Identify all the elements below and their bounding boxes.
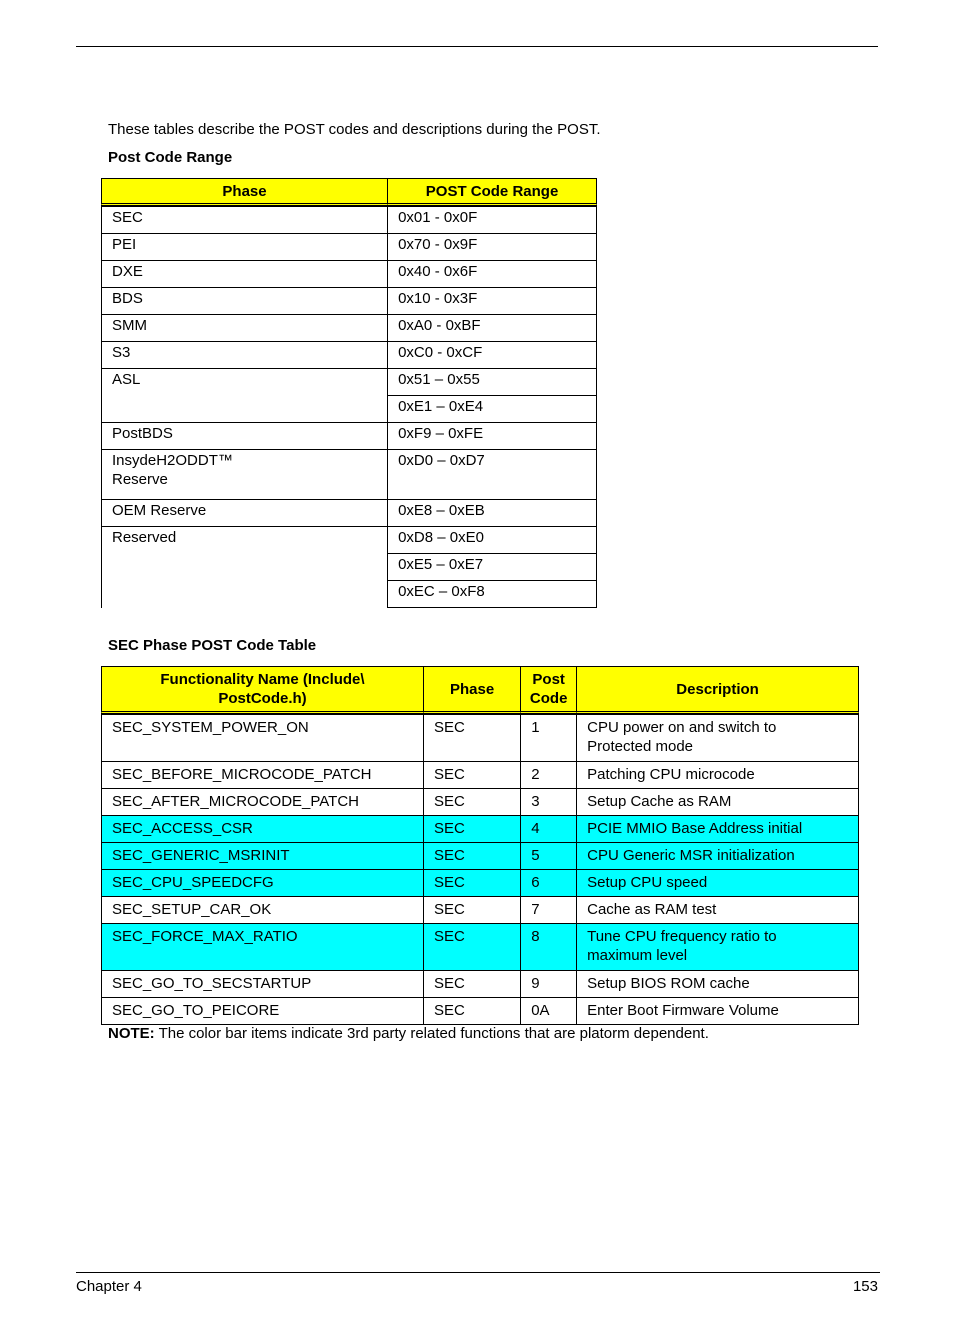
phase-cell: SEC xyxy=(423,997,520,1025)
description-cell: PCIE MMIO Base Address initial xyxy=(576,815,859,842)
table-row-highlighted xyxy=(101,869,859,896)
note-label: NOTE: xyxy=(108,1025,155,1042)
name-cell: SEC_AFTER_MICROCODE_PATCH xyxy=(101,788,423,815)
header-line: Functionality Name (Include\ xyxy=(160,671,365,688)
range-cell: 0xEC – 0xF8 xyxy=(387,580,597,608)
table-row xyxy=(101,368,597,395)
table-row xyxy=(101,896,859,923)
description-cell: Setup CPU speed xyxy=(576,869,859,896)
table-row xyxy=(101,422,597,449)
column-header-phase: Phase xyxy=(423,666,520,714)
note-text: The color bar items indicate 3rd party related functions that are platorm dependent. xyxy=(154,1025,709,1042)
phase-line: InsydeH2ODDT™ xyxy=(112,452,233,469)
code-cell: 7 xyxy=(520,896,576,923)
phase-cell: OEM Reserve xyxy=(101,499,387,526)
phase-cell: SEC xyxy=(423,761,520,788)
sec-table-heading: SEC Phase POST Code Table xyxy=(108,637,317,654)
description-cell xyxy=(576,923,859,970)
phase-cell: BDS xyxy=(101,287,387,314)
phase-cell: SEC xyxy=(423,970,520,997)
name-cell: SEC_GO_TO_SECSTARTUP xyxy=(101,970,423,997)
phase-line: Reserve xyxy=(112,471,168,488)
phase-cell: PostBDS xyxy=(101,422,387,449)
header-line: PostCode.h) xyxy=(218,690,307,707)
phase-cell: SMM xyxy=(101,314,387,341)
phase-cell: Reserved xyxy=(101,526,387,608)
column-header-range: POST Code Range xyxy=(387,178,597,206)
column-header-code xyxy=(520,666,576,714)
range-table-heading: Post Code Range xyxy=(108,149,233,166)
code-cell: 3 xyxy=(520,788,576,815)
name-cell: SEC_BEFORE_MICROCODE_PATCH xyxy=(101,761,423,788)
range-cell: 0xE8 – 0xEB xyxy=(387,499,597,526)
name-cell: SEC_ACCESS_CSR xyxy=(101,815,423,842)
phase-cell: S3 xyxy=(101,341,387,368)
table-row xyxy=(101,260,597,287)
description-line: CPU power on and switch to xyxy=(587,719,777,736)
table-row xyxy=(101,206,597,233)
header-rule xyxy=(76,46,878,47)
table-row-highlighted xyxy=(101,842,859,869)
column-header-phase: Phase xyxy=(101,178,387,206)
description-cell: CPU Generic MSR initialization xyxy=(576,842,859,869)
description-line: maximum level xyxy=(587,947,688,964)
phase-cell: SEC xyxy=(423,788,520,815)
footer-chapter: Chapter 4 xyxy=(76,1278,142,1295)
intro-text: These tables describe the POST codes and descriptions during the POST. xyxy=(108,121,601,138)
table-row xyxy=(101,449,597,499)
code-cell: 6 xyxy=(520,869,576,896)
column-header-description: Description xyxy=(576,666,859,714)
name-cell: SEC_SYSTEM_POWER_ON xyxy=(101,714,423,761)
phase-cell: ASL xyxy=(101,368,387,422)
code-cell: 1 xyxy=(520,714,576,761)
header-line: Post xyxy=(532,671,565,688)
description-line: Protected mode xyxy=(587,738,694,755)
description-cell: Patching CPU microcode xyxy=(576,761,859,788)
phase-cell: SEC xyxy=(423,714,520,761)
description-cell: Setup BIOS ROM cache xyxy=(576,970,859,997)
phase-cell: SEC xyxy=(423,869,520,896)
note xyxy=(108,1025,709,1042)
table-row xyxy=(101,788,859,815)
range-cell: 0x01 - 0x0F xyxy=(387,206,597,233)
range-cell: 0x51 – 0x55 xyxy=(387,368,597,395)
table-row xyxy=(101,314,597,341)
table-row xyxy=(101,761,859,788)
range-cell: 0x40 - 0x6F xyxy=(387,260,597,287)
code-cell: 8 xyxy=(520,923,576,970)
footer-rule xyxy=(76,1272,880,1273)
sec-post-code-table xyxy=(101,666,859,1025)
code-cell: 0A xyxy=(520,997,576,1025)
table-row-highlighted xyxy=(101,923,859,970)
phase-cell: PEI xyxy=(101,233,387,260)
description-cell: Setup Cache as RAM xyxy=(576,788,859,815)
table-row xyxy=(101,714,859,761)
table-row-highlighted xyxy=(101,815,859,842)
description-cell xyxy=(576,714,859,761)
description-line: Tune CPU frequency ratio to xyxy=(587,928,777,945)
range-cell: 0xE1 – 0xE4 xyxy=(387,395,597,422)
phase-cell: SEC xyxy=(423,842,520,869)
table-row xyxy=(101,233,597,260)
name-cell: SEC_FORCE_MAX_RATIO xyxy=(101,923,423,970)
code-cell: 9 xyxy=(520,970,576,997)
column-header-name xyxy=(101,666,423,714)
table-row xyxy=(101,526,597,553)
table-row xyxy=(101,341,597,368)
table-row xyxy=(101,287,597,314)
name-cell: SEC_SETUP_CAR_OK xyxy=(101,896,423,923)
post-code-range-table xyxy=(101,178,597,608)
name-cell: SEC_GO_TO_PEICORE xyxy=(101,997,423,1025)
description-cell: Cache as RAM test xyxy=(576,896,859,923)
phase-cell: SEC xyxy=(423,815,520,842)
range-cell: 0x10 - 0x3F xyxy=(387,287,597,314)
page-number: 153 xyxy=(852,1278,878,1295)
description-cell: Enter Boot Firmware Volume xyxy=(576,997,859,1025)
range-cell: 0xD8 – 0xE0 xyxy=(387,526,597,553)
phase-cell: SEC xyxy=(101,206,387,233)
range-cell: 0xE5 – 0xE7 xyxy=(387,553,597,580)
name-cell: SEC_GENERIC_MSRINIT xyxy=(101,842,423,869)
range-cell: 0xD0 – 0xD7 xyxy=(387,449,597,499)
phase-cell: SEC xyxy=(423,923,520,970)
header-line: Code xyxy=(529,690,568,707)
phase-cell: DXE xyxy=(101,260,387,287)
range-cell: 0xF9 – 0xFE xyxy=(387,422,597,449)
table-row xyxy=(101,499,597,526)
range-cell: 0xA0 - 0xBF xyxy=(387,314,597,341)
name-cell: SEC_CPU_SPEEDCFG xyxy=(101,869,423,896)
code-cell: 2 xyxy=(520,761,576,788)
range-cell: 0xC0 - 0xCF xyxy=(387,341,597,368)
phase-cell: SEC xyxy=(423,896,520,923)
phase-cell xyxy=(101,449,387,499)
code-cell: 5 xyxy=(520,842,576,869)
table-row xyxy=(101,997,859,1025)
code-cell: 4 xyxy=(520,815,576,842)
range-cell: 0x70 - 0x9F xyxy=(387,233,597,260)
table-row xyxy=(101,970,859,997)
